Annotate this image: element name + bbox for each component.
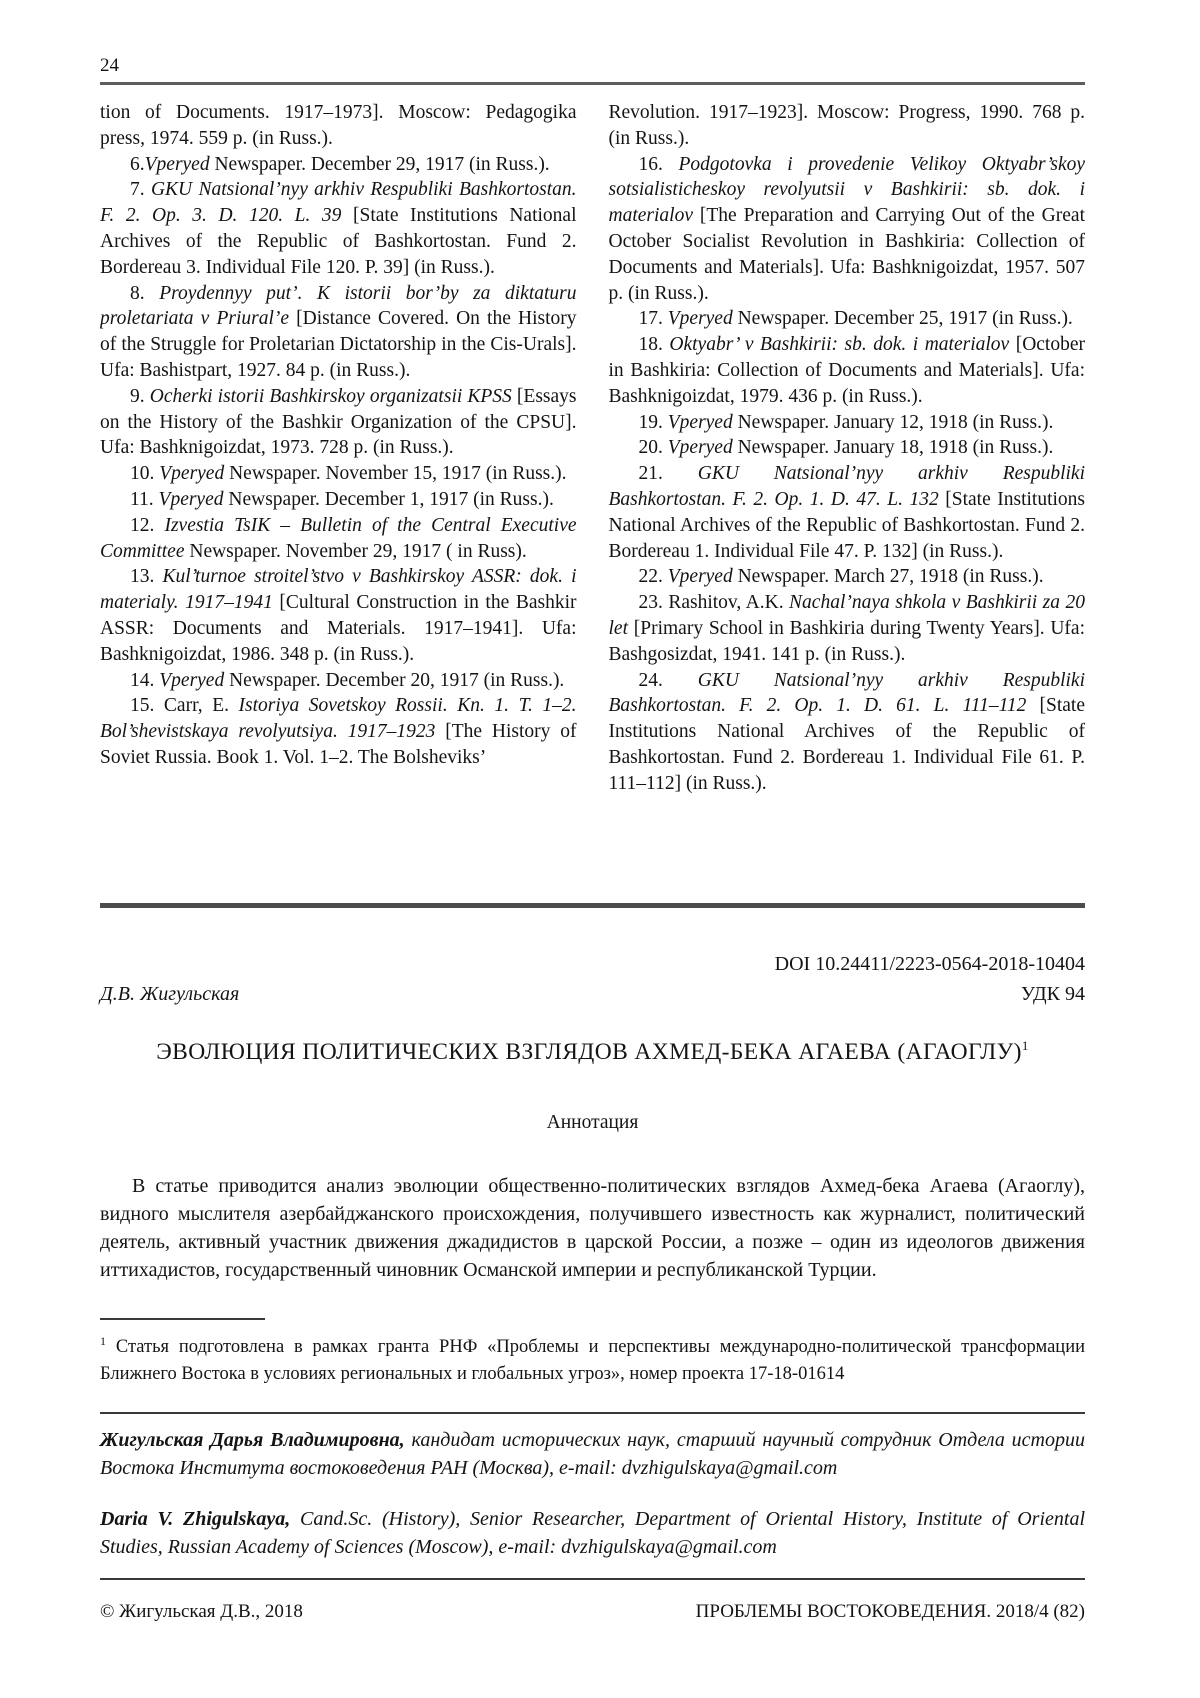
reference-text: 6. bbox=[130, 153, 145, 175]
reference-entry bbox=[100, 487, 577, 513]
footnote-text: Статья подготовлена в рамках гранта РНФ «Проблемы и перспективы международно-политической трансформации Ближнего Востока в условиях региональных и глобальных угроз», номер проекта 17-18-01614 bbox=[100, 1336, 1085, 1384]
reference-text: 8. bbox=[130, 282, 160, 304]
reference-entry bbox=[609, 410, 1086, 436]
footnote bbox=[100, 1328, 1085, 1388]
reference-entry bbox=[609, 435, 1086, 461]
reference-entry bbox=[609, 668, 1086, 797]
references-column-left bbox=[100, 100, 577, 805]
reference-entry bbox=[100, 100, 577, 152]
reference-entry bbox=[100, 564, 577, 667]
footnote-separator-rule bbox=[100, 1318, 265, 1320]
reference-text: [State Institutions National Archives of the Republic of Bashkortostan. Fund 2. Bordereau 1. Individual File 61. P. 111–112] (in Russ.). bbox=[608, 695, 1085, 794]
reference-entry bbox=[100, 693, 577, 770]
udk-code: УДК 94 bbox=[1020, 983, 1085, 1005]
reference-text: [October in Bashkiria: Collection of Documents and Materials]. Ufa: Bashknigoizdat, 1979. 436 p. (in Russ.). bbox=[608, 334, 1085, 407]
header-rule bbox=[100, 82, 1085, 85]
reference-text: 15. Carr, E. bbox=[130, 695, 239, 717]
reference-text: 17. bbox=[638, 308, 668, 330]
reference-text: Newspaper. March 27, 1918 (in Russ.). bbox=[732, 566, 1044, 588]
reference-entry bbox=[100, 177, 577, 280]
reference-text: [The Preparation and Carrying Out of the Great October Socialist Revolution in Bashkiria: Collection of Documents and Materials]. Ufa: Bashknigoizdat, 1957. 507 p. (in Russ.). bbox=[608, 205, 1085, 304]
reference-text: 7. bbox=[130, 179, 151, 201]
reference-text: 11. bbox=[130, 488, 159, 510]
reference-text: Revolution. 1917–1923]. Moscow: Progress, 1990. 768 p. (in Russ.). bbox=[608, 102, 1085, 149]
reference-italic-text: Istoriya Sovetskoy Rossii. Kn. 1. T. 1–2. Bol’shevistskaya revolyutsiya. 1917–1923 bbox=[100, 695, 577, 743]
reference-italic-text: Vperyed bbox=[159, 463, 225, 485]
article-title-text: ЭВОЛЮЦИЯ ПОЛИТИЧЕСКИХ ВЗГЛЯДОВ АХМЕД-БЕКА АГАЕВА (АГАОГЛУ) bbox=[156, 1038, 1022, 1065]
author-name-en: Daria V. Zhigulskaya, bbox=[100, 1507, 291, 1530]
reference-text: [Distance Covered. On the History of the Struggle for Proletarian Dictatorship in the Cis-Urals]. Ufa: Bashistpart, 1927. 84 p. (in Russ.). bbox=[100, 308, 577, 381]
footnote-marker: 1 bbox=[100, 1333, 106, 1348]
reference-text: Newspaper. November 15, 1917 (in Russ.). bbox=[224, 463, 567, 485]
reference-entry bbox=[609, 152, 1086, 307]
page-footer bbox=[100, 1600, 1085, 1623]
reference-text: 19. bbox=[638, 411, 668, 433]
article-title bbox=[100, 1032, 1085, 1066]
reference-text: 20. bbox=[638, 437, 668, 459]
reference-text: 24. bbox=[638, 669, 698, 691]
reference-italic-text: Nachal’naya shkola v Bashkirii za 20 let bbox=[608, 592, 1085, 639]
abstract-text: В статье приводится анализ эволюции общественно-политических взглядов Ахмед-бека Агаева (Агаоглу), видного мыслителя азербайджанского происхождения, получившего известность как журналист, политический деятель, активный участник движения джадидистов в царской России, а позже – один из идеологов движения иттихадистов, государственный чиновник Османской империи и республиканской Турции. bbox=[100, 1174, 1085, 1281]
reference-italic-text: Vperyed bbox=[667, 308, 733, 330]
reference-entry bbox=[609, 332, 1086, 409]
author-details-ru: кандидат исторических наук, старший научный сотрудник Отдела истории Востока Института востоковедения РАН (Москва), e-mail: dvzhigulskaya@gmail.com bbox=[100, 1428, 1085, 1480]
reference-text: Newspaper. December 25, 1917 (in Russ.). bbox=[732, 308, 1073, 330]
reference-text: 18. bbox=[638, 334, 670, 356]
title-footnote-marker: 1 bbox=[1021, 1038, 1029, 1053]
reference-italic-text: Vperyed bbox=[144, 153, 210, 175]
reference-text: [Primary School in Bashkiria during Twenty Years]. Ufa: Bashgosizdat, 1941. 141 p. (in Russ.). bbox=[608, 617, 1085, 665]
journal-reference: ПРОБЛЕМЫ ВОСТОКОВЕДЕНИЯ. 2018/4 (82) bbox=[695, 1600, 1085, 1622]
reference-text: Newspaper. January 18, 1918 (in Russ.). bbox=[732, 437, 1054, 459]
references-section bbox=[100, 100, 1085, 805]
reference-italic-text: Oktyabr’ v Bashkirii: sb. dok. i materialov bbox=[669, 334, 1010, 356]
reference-entry bbox=[100, 461, 577, 487]
reference-entry bbox=[100, 281, 577, 384]
reference-text: [The History of Soviet Russia. Book 1. Vol. 1–2. The Bolsheviks’ bbox=[100, 721, 577, 768]
authors-divider-rule bbox=[100, 1412, 1085, 1414]
references-column-right bbox=[609, 100, 1086, 805]
section-divider-rule bbox=[100, 903, 1085, 908]
page-number: 24 bbox=[100, 55, 119, 76]
reference-italic-text: Vperyed bbox=[158, 488, 224, 510]
reference-text: tion of Documents. 1917–1973]. Moscow: Pedagogika press, 1974. 559 p. (in Russ.). bbox=[100, 102, 577, 149]
reference-text: 13. bbox=[130, 566, 163, 588]
reference-italic-text: Vperyed bbox=[667, 411, 733, 433]
reference-italic-text: Ocherki istorii Bashkirskoy organizatsii KPSS bbox=[149, 385, 512, 407]
reference-italic-text: GKU Natsional’nyy arkhiv Respubliki Bashkortostan. F. 2. Op. 3. D. 120. L. 39 bbox=[100, 179, 577, 227]
reference-entry bbox=[609, 564, 1086, 590]
reference-text: Newspaper. December 29, 1917 (in Russ.). bbox=[209, 153, 550, 175]
reference-text: 9. bbox=[130, 385, 150, 407]
reference-text: 21. bbox=[638, 463, 698, 485]
doi: DOI 10.24411/2223-0564-2018-10404 bbox=[774, 953, 1085, 975]
author-name-ru: Жигульская Дарья Владимировна, bbox=[100, 1428, 405, 1451]
reference-text: [State Institutions National Archives of the Republic of Bashkortostan. Fund 2. Bordereau 1. Individual File 47. P. 132] (in Russ.). bbox=[608, 488, 1085, 562]
reference-text: 12. bbox=[130, 514, 165, 536]
author-info-en bbox=[100, 1505, 1085, 1562]
reference-text: Newspaper. December 20, 1917 (in Russ.). bbox=[224, 669, 565, 691]
reference-italic-text: Proydennyy put’. K istorii bor’by za diktaturu proletariata v Priural’e bbox=[100, 282, 577, 330]
reference-text: [Essays on the History of the Bashkir Organization of the CPSU]. Ufa: Bashknigoizdat, 1973. 728 p. (in Russ.). bbox=[100, 385, 577, 459]
reference-text: 22. bbox=[638, 566, 668, 588]
reference-text: 23. Rashitov, A.K. bbox=[638, 592, 790, 614]
reference-text: Newspaper. December 1, 1917 (in Russ.). bbox=[223, 488, 554, 510]
reference-italic-text: Vperyed bbox=[667, 437, 733, 459]
reference-italic-text: Izvestia TsIK – Bulletin of the Central Executive Committee bbox=[100, 514, 577, 562]
page-header bbox=[100, 55, 1085, 85]
reference-italic-text: Vperyed bbox=[667, 566, 733, 588]
author-info-ru bbox=[100, 1426, 1085, 1483]
reference-italic-text: Kul’turnoe stroitel’stvo v Bashkirskoy ASSR: dok. i materialy. 1917–1941 bbox=[100, 566, 577, 614]
reference-text: Newspaper. January 12, 1918 (in Russ.). bbox=[732, 411, 1054, 433]
abstract-heading: Аннотация bbox=[546, 1111, 639, 1133]
reference-entry bbox=[100, 668, 577, 694]
article-author: Д.В. Жигульская bbox=[100, 983, 240, 1005]
reference-entry bbox=[609, 461, 1086, 564]
author-udk-row bbox=[100, 982, 1085, 1006]
reference-entry bbox=[100, 513, 577, 565]
article-head-section bbox=[100, 952, 1085, 1284]
author-details-en: Cand.Sc. (History), Senior Researcher, Department of Oriental History, Institute of Oriental Studies, Russian Academy of Sciences (Moscow), e-mail: dvzhigulskaya@gmail.com bbox=[100, 1507, 1086, 1559]
reference-entry bbox=[609, 306, 1086, 332]
reference-text: 14. bbox=[130, 669, 160, 691]
reference-entry bbox=[609, 100, 1086, 152]
reference-italic-text: Vperyed bbox=[159, 669, 225, 691]
reference-text: [State Institutions National Archives of the Republic of Bashkortostan. Fund 2. Bordereau 3. Individual File 120. P. 39] (in Russ.). bbox=[100, 205, 577, 278]
copyright-notice: © Жигульская Д.В., 2018 bbox=[100, 1600, 303, 1622]
reference-entry bbox=[100, 152, 577, 178]
reference-text: 10. bbox=[130, 463, 160, 485]
reference-text: [Cultural Construction in the Bashkir ASSR: Documents and Materials. 1917–1941]. Ufa: Bashknigoizdat, 1986. 348 p. (in Russ.). bbox=[100, 592, 577, 665]
reference-text: Newspaper. November 29, 1917 ( in Russ). bbox=[184, 540, 527, 562]
reference-italic-text: GKU Natsional’nyy arkhiv Respubliki Bashkortostan. F. 2. Op. 1. D. 61. L. 111–112 bbox=[608, 669, 1085, 717]
footer-divider-rule bbox=[100, 1578, 1085, 1580]
reference-entry bbox=[100, 384, 577, 461]
reference-italic-text: GKU Natsional’nyy arkhiv Respubliki Bashkortostan. F. 2. Op. 1. D. 47. L. 132 bbox=[608, 463, 1085, 510]
reference-italic-text: Podgotovka i provedenie Velikoy Oktyabr’skoy sotsialisticheskoy revolyutsii v Bashkirii: sb. dok. i materialov bbox=[608, 153, 1085, 227]
reference-text: 16. bbox=[638, 153, 679, 175]
reference-entry bbox=[609, 590, 1086, 667]
